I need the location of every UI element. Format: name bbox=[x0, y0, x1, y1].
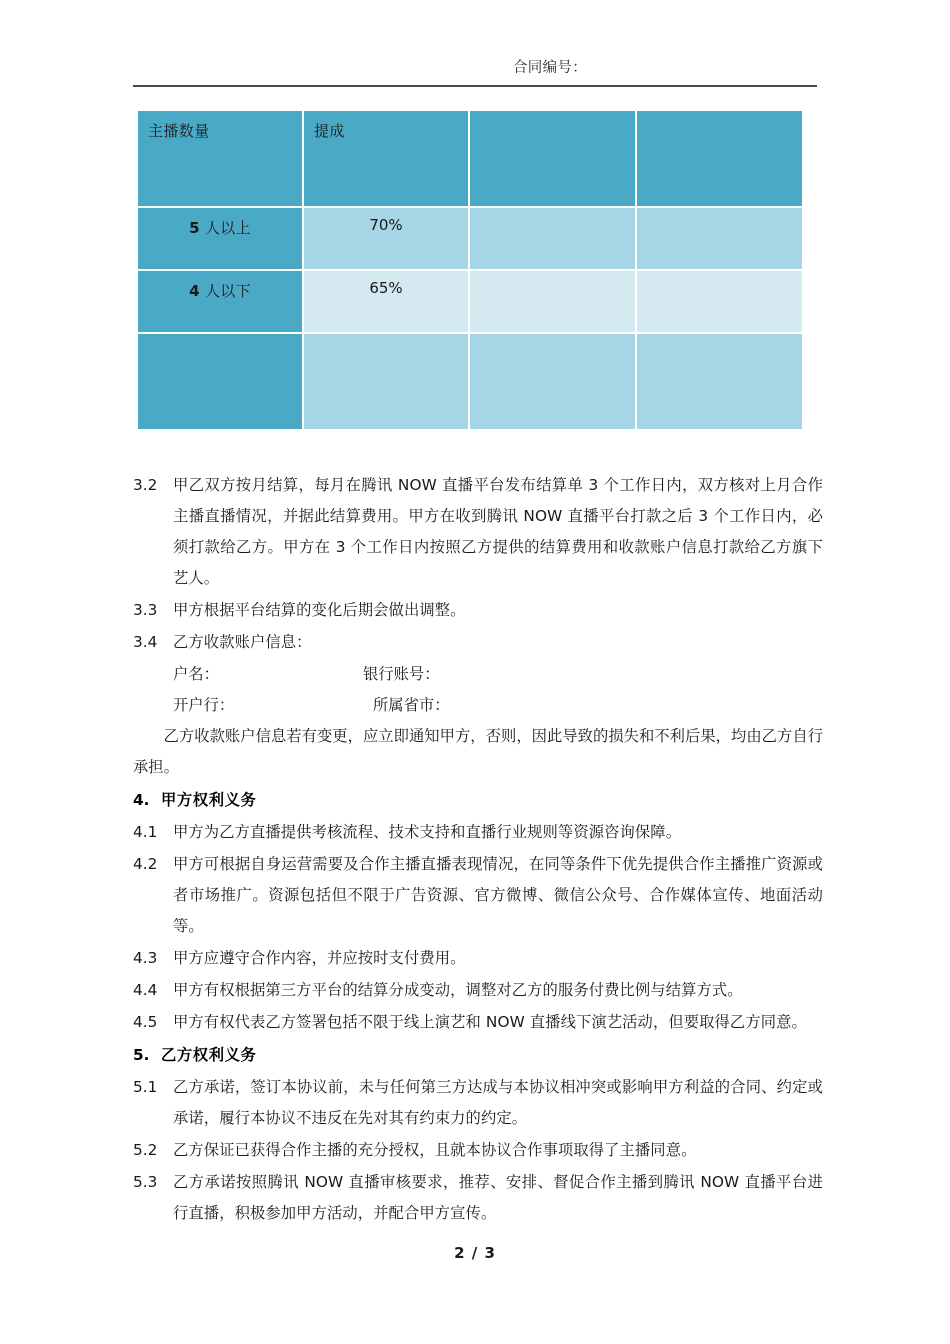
table-cell-1-4 bbox=[637, 208, 802, 269]
document-footer bbox=[0, 1243, 950, 1262]
contract-number-label: 合同编号： bbox=[513, 60, 587, 76]
clause-5-2-text: 乙方保证已获得合作主播的充分授权，且就本协议合作事项取得了主播同意。 bbox=[173, 1141, 697, 1159]
clause-4-3-text: 甲方应遵守合作内容，并应按时支付费用。 bbox=[173, 949, 466, 967]
clause-3-3-text: 甲方根据平台结算的变化后期会做出调整。 bbox=[173, 601, 466, 619]
table-cell-3-2 bbox=[304, 334, 468, 429]
section-heading-5 bbox=[133, 1040, 823, 1071]
account-field-row-1 bbox=[173, 659, 823, 690]
clause-5-2-number: 5.2 bbox=[133, 1141, 158, 1159]
clause-4-4 bbox=[133, 975, 823, 1006]
clause-5-1-text: 乙方承诺，签订本协议前，未与任何第三方达成与本协议相冲突或影响甲方利益的合同、约定或承诺，履行本协议不违反在先对其有约束力的约定。 bbox=[173, 1078, 823, 1127]
clause-5-1-number: 5.1 bbox=[133, 1078, 158, 1096]
table-header-cell-host-count: 主播数量 bbox=[138, 111, 302, 206]
account-field-row-2 bbox=[173, 690, 823, 721]
tier-1-suffix: 人以上 bbox=[199, 219, 251, 237]
clause-4-5 bbox=[133, 1007, 823, 1038]
clause-3-3-number: 3.3 bbox=[133, 601, 158, 619]
table-header-row bbox=[138, 111, 802, 206]
clause-3-4-text: 乙方收款账户信息： bbox=[173, 633, 312, 651]
clause-3-4 bbox=[133, 627, 823, 658]
table-cell-3-3 bbox=[470, 334, 635, 429]
clause-3-4-number: 3.4 bbox=[133, 633, 158, 651]
table-cell-1-3 bbox=[470, 208, 635, 269]
page-number: 2 / 3 bbox=[454, 1244, 496, 1262]
clause-4-2 bbox=[133, 849, 823, 942]
tier-1-count: 5 bbox=[189, 219, 200, 237]
table-rowheader-empty bbox=[138, 334, 302, 429]
section-4-title: 甲方权利义务 bbox=[161, 791, 257, 809]
clause-4-5-number: 4.5 bbox=[133, 1013, 158, 1031]
clause-4-4-number: 4.4 bbox=[133, 981, 158, 999]
clause-4-2-text: 甲方可根据自身运营需要及合作主播直播表现情况，在同等条件下优先提供合作主播推广资源或者市场推广。资源包括但不限于广告资源、官方微博、微信公众号、合作媒体宣传、地面活动等。 bbox=[173, 855, 823, 935]
table-cell-2-3 bbox=[470, 271, 635, 332]
table-rowheader-tier-1 bbox=[138, 208, 302, 269]
table-row bbox=[138, 334, 802, 429]
clause-4-2-number: 4.2 bbox=[133, 855, 158, 873]
table-row bbox=[138, 208, 802, 269]
table-cell-2-4 bbox=[637, 271, 802, 332]
bank-branch-label: 开户行： bbox=[173, 696, 235, 714]
clause-5-2 bbox=[133, 1135, 823, 1166]
section-5-number: 5. bbox=[133, 1046, 150, 1064]
clause-5-1 bbox=[133, 1072, 823, 1134]
clause-4-3 bbox=[133, 943, 823, 974]
bank-account-label: 银行账号： bbox=[363, 665, 440, 683]
header-divider-rule bbox=[133, 85, 817, 87]
clause-4-3-number: 4.3 bbox=[133, 949, 158, 967]
account-name-label: 户名： bbox=[173, 665, 219, 683]
section-4-number: 4. bbox=[133, 791, 150, 809]
table-header-cell-commission: 提成 bbox=[304, 111, 468, 206]
section-heading-4 bbox=[133, 785, 823, 816]
clause-5-3-text: 乙方承诺按照腾讯 NOW 直播审核要求，推荐、安排、督促合作主播到腾讯 NOW 直播平台进行直播，积极参加甲方活动，并配合甲方宣传。 bbox=[173, 1173, 823, 1222]
clause-4-4-text: 甲方有权根据第三方平台的结算分成变动，调整对乙方的服务付费比例与结算方式。 bbox=[173, 981, 743, 999]
clause-5-3 bbox=[133, 1167, 823, 1229]
clause-5-3-number: 5.3 bbox=[133, 1173, 158, 1191]
table-cell-commission-2: 65% bbox=[304, 271, 468, 332]
document-body bbox=[133, 470, 823, 1230]
province-city-label: 所属省市： bbox=[373, 696, 450, 714]
account-fields-block bbox=[133, 659, 823, 721]
clause-4-5-text: 甲方有权代表乙方签署包括不限于线上演艺和 NOW 直播线下演艺活动，但要取得乙方同意。 bbox=[173, 1013, 807, 1031]
section-5-title: 乙方权利义务 bbox=[161, 1046, 257, 1064]
table-header-cell-4 bbox=[637, 111, 802, 206]
commission-rate-table bbox=[136, 109, 804, 431]
clause-3-2-text: 甲乙双方按月结算，每月在腾讯 NOW 直播平台发布结算单 3 个工作日内，双方核对上月合作主播直播情况，并据此结算费用。甲方在收到腾讯 NOW 直播平台打款之后 3 个工作日内，必须打款给乙方。甲方在 3 个工作日内按照乙方提供的结算费用和收款账户信息打款给乙方旗下艺人。 bbox=[173, 476, 823, 587]
clause-3-2-number: 3.2 bbox=[133, 476, 158, 494]
clause-3-2 bbox=[133, 470, 823, 594]
table-cell-commission-1: 70% bbox=[304, 208, 468, 269]
table-header-cell-3 bbox=[470, 111, 635, 206]
clause-3-3 bbox=[133, 595, 823, 626]
tier-2-suffix: 人以下 bbox=[199, 282, 251, 300]
tier-2-count: 4 bbox=[189, 282, 200, 300]
clause-3-4-note: 乙方收款账户信息若有变更，应立即通知甲方，否则，因此导致的损失和不利后果，均由乙方自行承担。 bbox=[133, 727, 823, 776]
clause-4-1 bbox=[133, 817, 823, 848]
table-cell-3-4 bbox=[637, 334, 802, 429]
document-running-header bbox=[133, 58, 817, 88]
clause-4-1-number: 4.1 bbox=[133, 823, 158, 841]
table-row bbox=[138, 271, 802, 332]
clause-4-1-text: 甲方为乙方直播提供考核流程、技术支持和直播行业规则等资源咨询保障。 bbox=[173, 823, 682, 841]
table-rowheader-tier-2 bbox=[138, 271, 302, 332]
